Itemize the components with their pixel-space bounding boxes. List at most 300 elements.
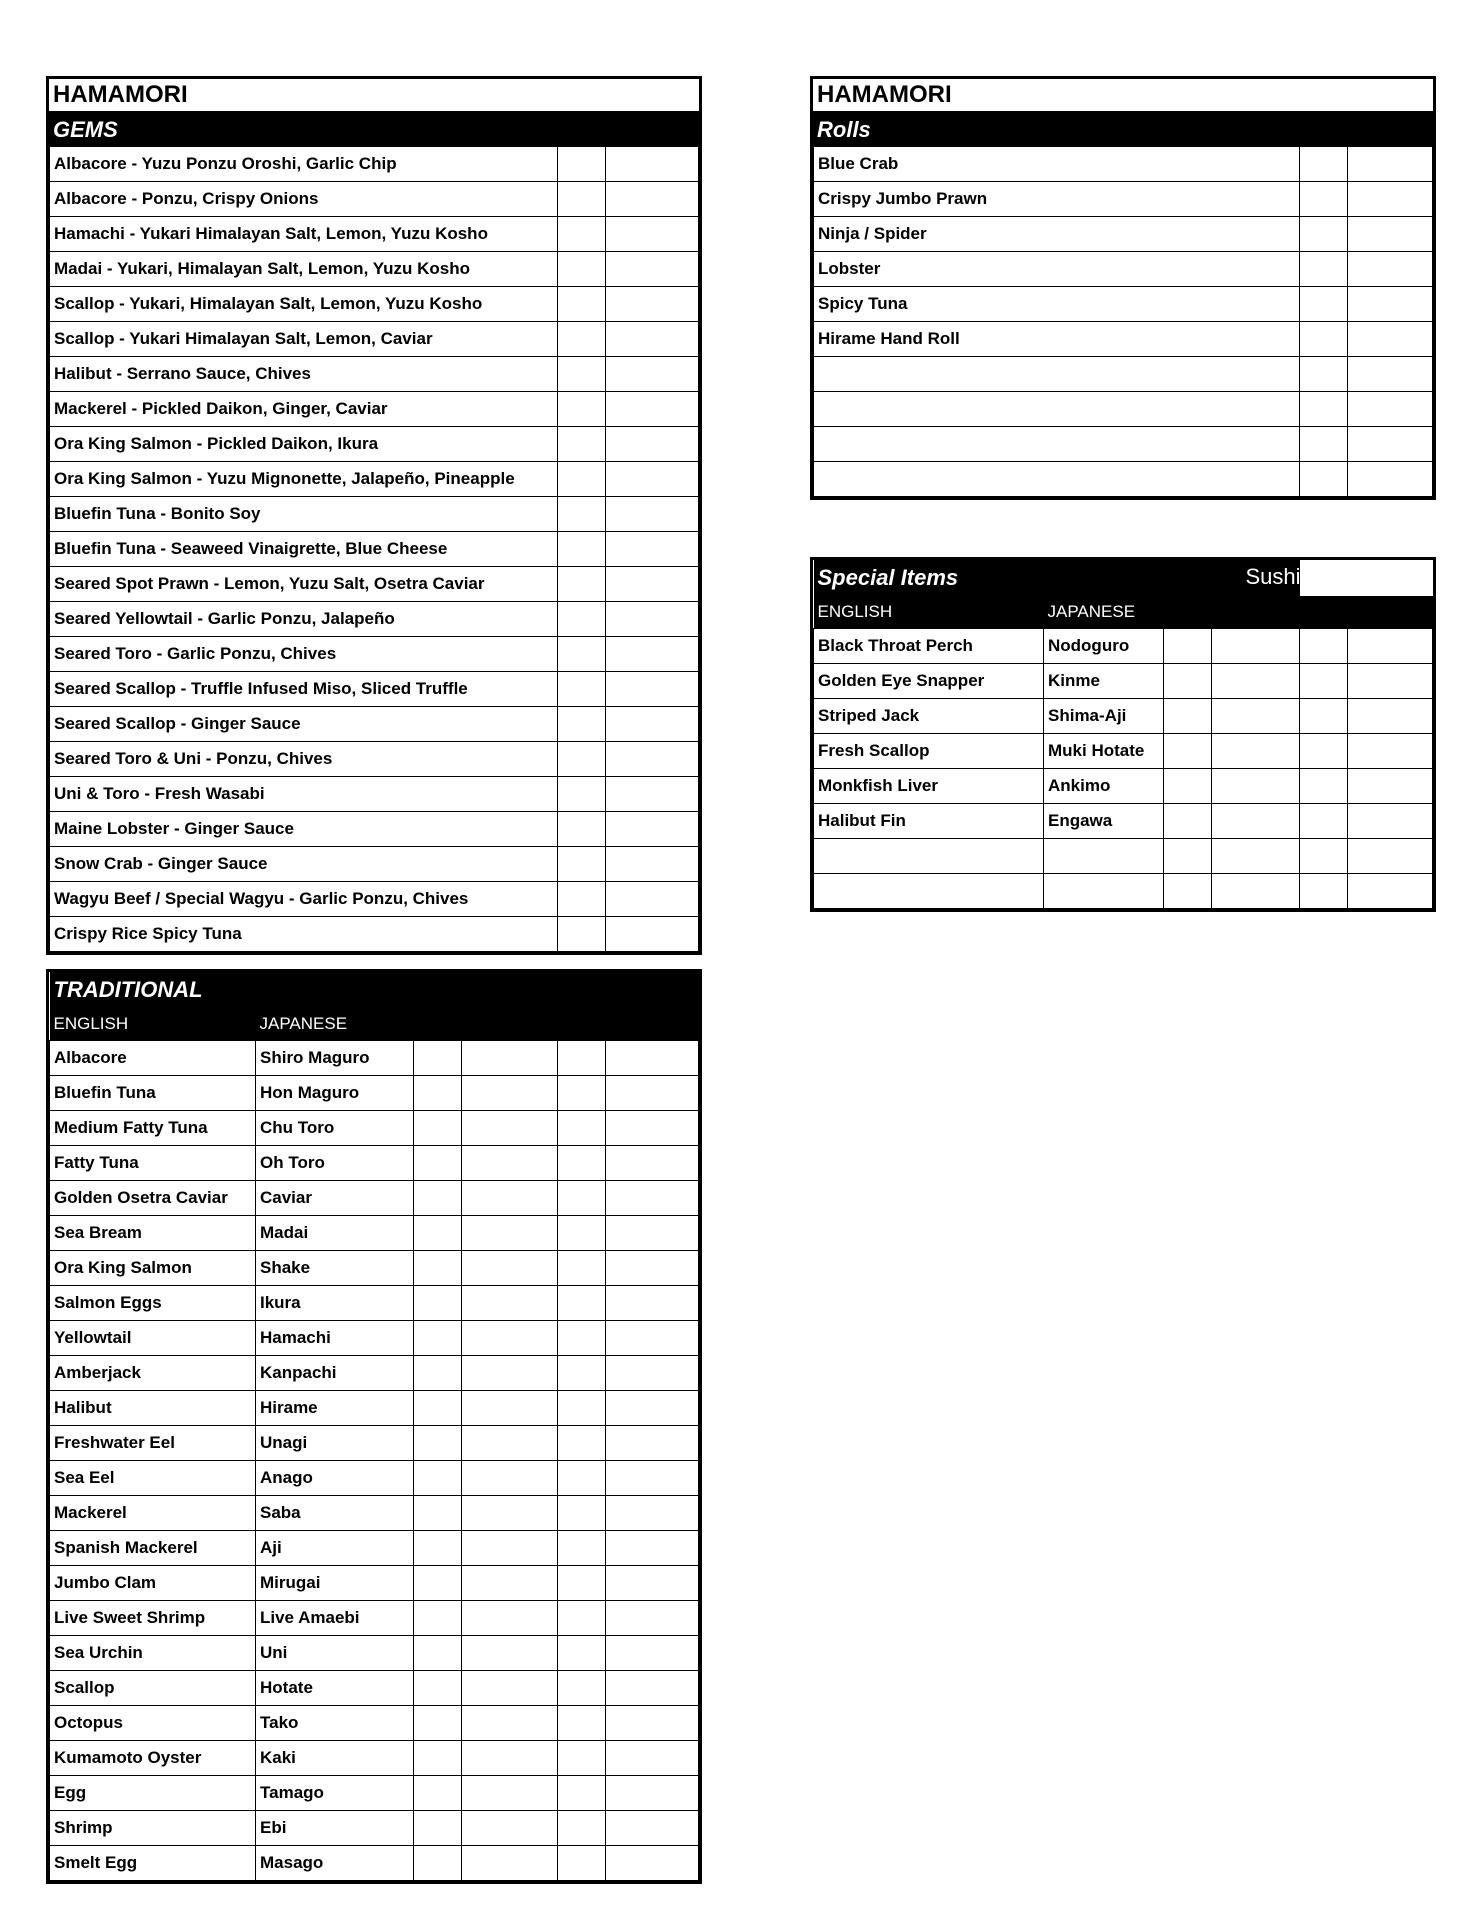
order-box — [606, 1671, 699, 1706]
order-box — [558, 532, 606, 567]
order-box — [606, 497, 699, 532]
order-box — [558, 1776, 606, 1811]
order-box — [414, 1741, 462, 1776]
traditional-item-japanese: Hirame — [256, 1391, 414, 1426]
order-box — [606, 1391, 699, 1426]
traditional-item-japanese: Kanpachi — [256, 1356, 414, 1391]
table-row — [50, 847, 699, 882]
order-box — [558, 707, 606, 742]
sushi-box — [1212, 874, 1300, 909]
order-box — [558, 1321, 606, 1356]
order-box — [462, 1566, 558, 1601]
order-box — [414, 1846, 462, 1881]
order-box — [414, 1111, 462, 1146]
sashimi-box — [1348, 629, 1433, 664]
order-box — [462, 1811, 558, 1846]
order-box — [558, 462, 606, 497]
traditional-item-japanese: Tako — [256, 1706, 414, 1741]
order-box — [1348, 287, 1433, 322]
table-row — [814, 874, 1433, 909]
traditional-item-japanese: Tamago — [256, 1776, 414, 1811]
roll-item-name: Blue Crab — [814, 147, 1300, 182]
order-box — [606, 1251, 699, 1286]
special-item-japanese: Shima-Aji — [1044, 699, 1164, 734]
order-box — [1300, 147, 1348, 182]
order-box — [1348, 392, 1433, 427]
traditional-item-japanese: Live Amaebi — [256, 1601, 414, 1636]
order-box — [414, 1601, 462, 1636]
traditional-item-english: Kumamoto Oyster — [50, 1741, 256, 1776]
order-box — [558, 1076, 606, 1111]
table-row — [814, 699, 1433, 734]
order-box — [462, 1531, 558, 1566]
table-row — [814, 734, 1433, 769]
order-box — [558, 1041, 606, 1076]
gems-item-name: Seared Toro - Garlic Ponzu, Chives — [50, 637, 558, 672]
gems-item-name: Crispy Rice Spicy Tuna — [50, 917, 558, 952]
order-box — [414, 1146, 462, 1181]
table-row — [50, 1706, 699, 1741]
sushi-box — [1164, 839, 1212, 874]
order-box — [462, 1636, 558, 1671]
roll-item-name — [814, 462, 1300, 497]
gems-section-header: GEMS — [49, 113, 699, 146]
order-box — [1348, 427, 1433, 462]
traditional-item-english: Jumbo Clam — [50, 1566, 256, 1601]
order-box — [606, 357, 699, 392]
table-row — [50, 427, 699, 462]
traditional-item-japanese: Shake — [256, 1251, 414, 1286]
special-item-english: Monkfish Liver — [814, 769, 1044, 804]
order-box — [1348, 357, 1433, 392]
order-box — [462, 1216, 558, 1251]
order-box — [414, 1706, 462, 1741]
traditional-item-japanese: Ebi — [256, 1811, 414, 1846]
order-box — [462, 1111, 558, 1146]
order-box — [558, 1671, 606, 1706]
order-box — [558, 672, 606, 707]
order-box — [1348, 322, 1433, 357]
order-box — [558, 1251, 606, 1286]
traditional-item-japanese: Hotate — [256, 1671, 414, 1706]
table-row — [50, 1426, 699, 1461]
table-row — [50, 707, 699, 742]
traditional-item-japanese: Caviar — [256, 1181, 414, 1216]
table-row — [814, 839, 1433, 874]
order-box — [558, 637, 606, 672]
order-box — [414, 1391, 462, 1426]
order-box — [462, 1776, 558, 1811]
special-item-japanese: Nodoguro — [1044, 629, 1164, 664]
order-box — [558, 217, 606, 252]
roll-item-name — [814, 357, 1300, 392]
order-box — [606, 427, 699, 462]
special-item-japanese — [1044, 874, 1164, 909]
order-box — [606, 777, 699, 812]
table-row — [50, 1251, 699, 1286]
gems-item-name: Bluefin Tuna - Seaweed Vinaigrette, Blue Cheese — [50, 532, 558, 567]
order-box — [462, 1076, 558, 1111]
order-box — [558, 777, 606, 812]
order-box — [558, 917, 606, 952]
table-row — [814, 217, 1433, 252]
traditional-table — [49, 972, 699, 1881]
order-box — [1300, 462, 1348, 497]
special-col-japanese: JAPANESE — [1047, 602, 1136, 621]
order-box — [558, 1741, 606, 1776]
order-box — [462, 1041, 558, 1076]
traditional-item-english: Halibut — [50, 1391, 256, 1426]
order-box — [558, 882, 606, 917]
table-row — [50, 917, 699, 952]
table-row — [814, 462, 1433, 497]
table-row — [814, 182, 1433, 217]
table-row — [50, 1356, 699, 1391]
order-box — [606, 1461, 699, 1496]
special-item-english — [814, 839, 1044, 874]
roll-item-name: Hirame Hand Roll — [814, 322, 1300, 357]
order-box — [558, 1846, 606, 1881]
order-box — [606, 1531, 699, 1566]
table-row — [50, 1216, 699, 1251]
order-box — [606, 1601, 699, 1636]
traditional-col-japanese: JAPANESE — [259, 1014, 348, 1033]
table-row — [50, 462, 699, 497]
table-row — [814, 804, 1433, 839]
gems-item-name: Uni & Toro - Fresh Wasabi — [50, 777, 558, 812]
order-box — [606, 252, 699, 287]
special-item-japanese: Kinme — [1044, 664, 1164, 699]
table-row — [50, 1286, 699, 1321]
order-box — [606, 147, 699, 182]
sushi-box — [1164, 664, 1212, 699]
order-box — [414, 1531, 462, 1566]
order-box — [606, 1636, 699, 1671]
table-row — [50, 672, 699, 707]
order-box — [414, 1636, 462, 1671]
order-box — [606, 1776, 699, 1811]
sushi-box — [1212, 664, 1300, 699]
traditional-item-japanese: Ikura — [256, 1286, 414, 1321]
order-box — [558, 1636, 606, 1671]
order-box — [606, 1181, 699, 1216]
sushi-box — [1164, 874, 1212, 909]
order-box — [558, 1391, 606, 1426]
order-box — [414, 1426, 462, 1461]
order-box — [558, 392, 606, 427]
table-row — [50, 777, 699, 812]
sashimi-box — [1300, 629, 1348, 664]
traditional-item-english: Spanish Mackerel — [50, 1531, 256, 1566]
traditional-item-japanese: Mirugai — [256, 1566, 414, 1601]
sushi-box — [1212, 734, 1300, 769]
order-box — [462, 1146, 558, 1181]
sushi-box — [1212, 839, 1300, 874]
table-row — [50, 287, 699, 322]
order-box — [462, 1391, 558, 1426]
sashimi-box — [1300, 804, 1348, 839]
traditional-item-english: Albacore — [50, 1041, 256, 1076]
roll-item-name — [814, 427, 1300, 462]
table-row — [50, 1391, 699, 1426]
order-box — [558, 252, 606, 287]
roll-item-name: Lobster — [814, 252, 1300, 287]
table-row — [50, 1601, 699, 1636]
order-box — [606, 1566, 699, 1601]
order-box — [462, 1671, 558, 1706]
traditional-item-japanese: Chu Toro — [256, 1111, 414, 1146]
special-item-english: Halibut Fin — [814, 804, 1044, 839]
order-box — [1300, 427, 1348, 462]
order-box — [606, 1076, 699, 1111]
gems-item-name: Ora King Salmon - Yuzu Mignonette, Jalapeño, Pineapple — [50, 462, 558, 497]
table-row — [50, 532, 699, 567]
order-box — [1300, 357, 1348, 392]
traditional-item-english: Shrimp — [50, 1811, 256, 1846]
order-box — [414, 1321, 462, 1356]
gems-item-name: Madai - Yukari, Himalayan Salt, Lemon, Yuzu Kosho — [50, 252, 558, 287]
table-row — [50, 1181, 699, 1216]
roll-item-name: Crispy Jumbo Prawn — [814, 182, 1300, 217]
special-item-english: Golden Eye Snapper — [814, 664, 1044, 699]
order-box — [606, 1706, 699, 1741]
special-items-block — [810, 557, 1436, 912]
table-row — [50, 147, 699, 182]
order-box — [606, 462, 699, 497]
order-box — [558, 147, 606, 182]
gems-item-name: Mackerel - Pickled Daikon, Ginger, Caviar — [50, 392, 558, 427]
order-box — [606, 707, 699, 742]
table-row — [50, 1111, 699, 1146]
order-box — [558, 357, 606, 392]
order-box — [606, 847, 699, 882]
order-box — [606, 567, 699, 602]
table-row — [50, 567, 699, 602]
sushi-box — [1164, 699, 1212, 734]
table-row — [50, 1846, 699, 1881]
order-box — [558, 287, 606, 322]
order-box — [1300, 392, 1348, 427]
order-box — [558, 1426, 606, 1461]
order-box — [558, 1706, 606, 1741]
gems-item-name: Scallop - Yukari Himalayan Salt, Lemon, Caviar — [50, 322, 558, 357]
special-item-english — [814, 874, 1044, 909]
table-row — [814, 392, 1433, 427]
traditional-item-japanese: Uni — [256, 1636, 414, 1671]
order-box — [414, 1251, 462, 1286]
order-box — [558, 1601, 606, 1636]
table-row — [50, 392, 699, 427]
order-box — [558, 1216, 606, 1251]
order-box — [1300, 287, 1348, 322]
order-box — [1348, 182, 1433, 217]
order-box — [558, 427, 606, 462]
traditional-item-english: Golden Osetra Caviar — [50, 1181, 256, 1216]
special-item-japanese: Engawa — [1044, 804, 1164, 839]
order-box — [606, 1356, 699, 1391]
traditional-item-japanese: Kaki — [256, 1741, 414, 1776]
special-items-header: Special Items — [817, 565, 959, 590]
roll-item-name: Ninja / Spider — [814, 217, 1300, 252]
sashimi-box — [1348, 769, 1433, 804]
traditional-item-english: Bluefin Tuna — [50, 1076, 256, 1111]
traditional-item-english: Medium Fatty Tuna — [50, 1111, 256, 1146]
gems-item-name: Seared Scallop - Truffle Infused Miso, Sliced Truffle — [50, 672, 558, 707]
sashimi-box — [1300, 839, 1348, 874]
order-box — [462, 1741, 558, 1776]
table-row — [50, 1811, 699, 1846]
sushi-box — [1164, 769, 1212, 804]
order-box — [606, 812, 699, 847]
traditional-item-japanese: Hon Maguro — [256, 1076, 414, 1111]
order-box — [606, 1146, 699, 1181]
sashimi-box — [1348, 734, 1433, 769]
order-box — [606, 742, 699, 777]
sashimi-box — [1300, 769, 1348, 804]
special-item-english: Black Throat Perch — [814, 629, 1044, 664]
order-box — [462, 1251, 558, 1286]
order-box — [462, 1321, 558, 1356]
rolls-section-header: Rolls — [813, 113, 1433, 146]
table-row — [50, 322, 699, 357]
sashimi-box — [1300, 664, 1348, 699]
table-row — [50, 497, 699, 532]
order-box — [462, 1356, 558, 1391]
order-box — [606, 1216, 699, 1251]
gems-item-name: Seared Spot Prawn - Lemon, Yuzu Salt, Osetra Caviar — [50, 567, 558, 602]
order-box — [558, 1496, 606, 1531]
traditional-item-japanese: Hamachi — [256, 1321, 414, 1356]
order-box — [606, 1496, 699, 1531]
rolls-table — [813, 146, 1433, 497]
order-box — [558, 602, 606, 637]
order-box — [462, 1461, 558, 1496]
order-box — [558, 1111, 606, 1146]
rolls-menu-block — [810, 76, 1436, 500]
order-box — [606, 917, 699, 952]
order-box — [414, 1076, 462, 1111]
order-box — [558, 1146, 606, 1181]
special-item-english: Striped Jack — [814, 699, 1044, 734]
special-col-english: ENGLISH — [817, 602, 893, 621]
order-box — [606, 1741, 699, 1776]
gems-item-name: Seared Toro & Uni - Ponzu, Chives — [50, 742, 558, 777]
table-row — [50, 1741, 699, 1776]
traditional-item-english: Ora King Salmon — [50, 1251, 256, 1286]
gems-item-name: Hamachi - Yukari Himalayan Salt, Lemon, Yuzu Kosho — [50, 217, 558, 252]
table-row — [50, 1041, 699, 1076]
roll-item-name — [814, 392, 1300, 427]
order-box — [462, 1706, 558, 1741]
table-row — [814, 427, 1433, 462]
order-box — [462, 1496, 558, 1531]
sushi-box — [1212, 804, 1300, 839]
sushi-box — [1212, 769, 1300, 804]
gems-restaurant-title: HAMAMORI — [49, 79, 699, 113]
order-box — [606, 1426, 699, 1461]
sashimi-box — [1348, 664, 1433, 699]
order-box — [606, 322, 699, 357]
order-box — [1300, 217, 1348, 252]
traditional-item-english: Freshwater Eel — [50, 1426, 256, 1461]
order-box — [558, 1286, 606, 1321]
order-box — [558, 182, 606, 217]
order-box — [414, 1216, 462, 1251]
sushi-box — [1164, 734, 1212, 769]
traditional-item-japanese: Aji — [256, 1531, 414, 1566]
sushi-box — [1212, 629, 1300, 664]
order-box — [606, 1041, 699, 1076]
order-box — [606, 1321, 699, 1356]
table-row — [50, 182, 699, 217]
roll-item-name: Spicy Tuna — [814, 287, 1300, 322]
traditional-item-japanese: Madai — [256, 1216, 414, 1251]
traditional-item-japanese: Anago — [256, 1461, 414, 1496]
special-col-sushi: Sushi — [1245, 564, 1301, 589]
special-item-japanese: Muki Hotate — [1044, 734, 1164, 769]
table-row — [50, 1776, 699, 1811]
special-item-english: Fresh Scallop — [814, 734, 1044, 769]
table-row — [50, 1671, 699, 1706]
order-box — [1348, 147, 1433, 182]
traditional-item-japanese: Saba — [256, 1496, 414, 1531]
order-box — [414, 1356, 462, 1391]
order-box — [558, 847, 606, 882]
order-box — [558, 1356, 606, 1391]
gems-table — [49, 146, 699, 952]
order-box — [414, 1671, 462, 1706]
order-box — [414, 1181, 462, 1216]
traditional-item-english: Smelt Egg — [50, 1846, 256, 1881]
order-box — [606, 1846, 699, 1881]
table-row — [50, 882, 699, 917]
table-row — [50, 637, 699, 672]
gems-item-name: Maine Lobster - Ginger Sauce — [50, 812, 558, 847]
order-box — [1348, 217, 1433, 252]
rolls-restaurant-title: HAMAMORI — [813, 79, 1433, 113]
order-box — [1300, 182, 1348, 217]
order-box — [1300, 252, 1348, 287]
traditional-item-english: Octopus — [50, 1706, 256, 1741]
special-item-japanese — [1044, 839, 1164, 874]
table-row — [814, 769, 1433, 804]
traditional-item-japanese: Shiro Maguro — [256, 1041, 414, 1076]
table-row — [50, 1076, 699, 1111]
order-box — [606, 1286, 699, 1321]
table-row — [50, 1146, 699, 1181]
traditional-item-english: Amberjack — [50, 1356, 256, 1391]
order-box — [414, 1286, 462, 1321]
order-box — [1300, 322, 1348, 357]
table-row — [50, 1636, 699, 1671]
gems-item-name: Snow Crab - Ginger Sauce — [50, 847, 558, 882]
order-box — [558, 1566, 606, 1601]
traditional-item-english: Fatty Tuna — [50, 1146, 256, 1181]
order-box — [606, 182, 699, 217]
table-row — [814, 287, 1433, 322]
table-row — [814, 252, 1433, 287]
gems-item-name: Halibut - Serrano Sauce, Chives — [50, 357, 558, 392]
traditional-item-japanese: Unagi — [256, 1426, 414, 1461]
traditional-header: TRADITIONAL — [53, 977, 203, 1002]
table-row — [814, 147, 1433, 182]
order-box — [606, 392, 699, 427]
order-box — [558, 812, 606, 847]
traditional-item-english: Scallop — [50, 1671, 256, 1706]
gems-item-name: Bluefin Tuna - Bonito Soy — [50, 497, 558, 532]
gems-item-name: Scallop - Yukari, Himalayan Salt, Lemon, Yuzu Kosho — [50, 287, 558, 322]
table-row — [50, 217, 699, 252]
